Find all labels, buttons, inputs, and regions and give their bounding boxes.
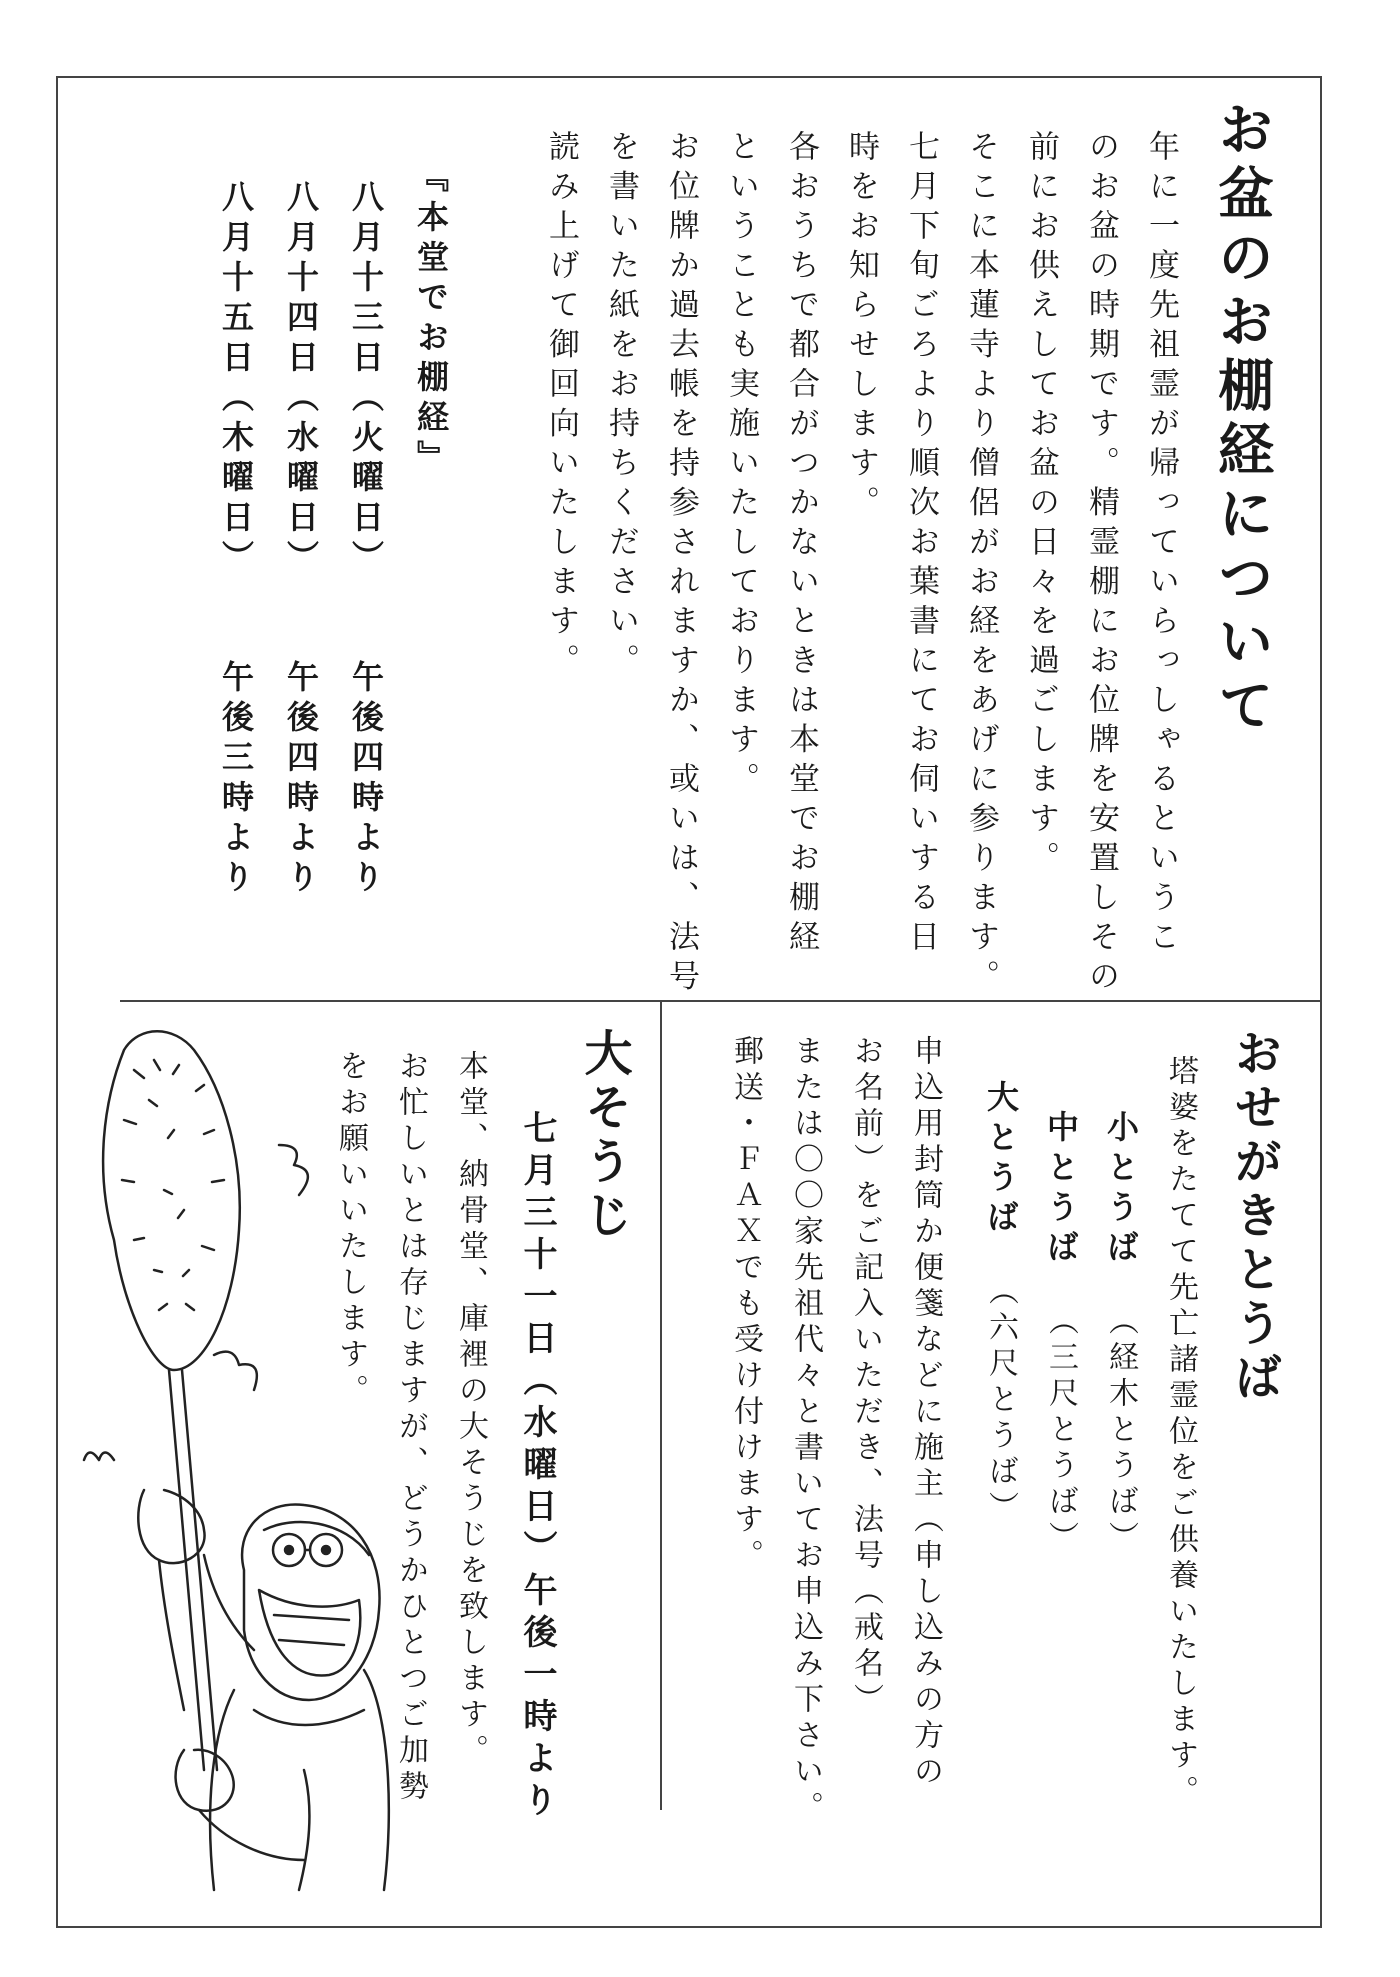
schedule-title: 『本堂でお棚経』 <box>412 160 450 480</box>
osegaki-paragraph-line: 郵送・ＦＡＸでも受け付けます。 <box>728 1035 763 1575</box>
osouji-paragraph-line: 本堂、納骨堂、庫裡の大そうじを致します。 <box>453 1050 488 1770</box>
obon-paragraph-line: 前にお供えしてお盆の日々を過ごします。 <box>1023 130 1059 881</box>
obon-paragraph-line: ということも実施いたしております。 <box>723 130 759 802</box>
osegaki-paragraph-line: お名前）をご記入いただき、法号（戒名） <box>848 1035 883 1719</box>
obon-paragraph-line: 時をお知らせします。 <box>843 130 879 525</box>
toba-size-note: （六尺とうば） <box>983 1275 1018 1527</box>
obon-paragraph-line: 七月下旬ごろより順次お葉書にてお伺いする日 <box>903 130 939 960</box>
schedule-date: 八月十四日（水曜日） <box>282 180 320 580</box>
schedule-time: 午後三時より <box>217 660 255 900</box>
obon-paragraph-line: のお盆の時期です。精霊棚にお位牌を安置しその <box>1083 130 1119 999</box>
section-divider-vertical <box>660 1000 662 1810</box>
obon-paragraph-line: 各おうちで都合がつかないときは本堂でお棚経 <box>783 130 819 960</box>
obon-title: お盆のお棚経について <box>1209 100 1275 740</box>
osegaki-paragraph-line: 申込用封筒か便箋などに施主（申し込みの方の <box>908 1035 943 1791</box>
osouji-title: 大そうじ <box>576 1028 632 1244</box>
schedule-time: 午後四時より <box>347 660 385 900</box>
toba-size-name: 小とうば <box>1102 1110 1140 1270</box>
toba-size-name: 中とうば <box>1042 1110 1080 1270</box>
obon-paragraph-line: そこに本蓮寺より僧侶がお経をあげに参ります。 <box>963 130 999 999</box>
schedule-time: 午後四時より <box>282 660 320 900</box>
osouji-paragraph-line: お忙しいとは存じますが、どうかひとつご加勢 <box>393 1050 428 1806</box>
toba-size-note: （三尺とうば） <box>1043 1305 1078 1557</box>
osegaki-paragraph-line: または〇〇家先祖代々と書いてお申込み下さい。 <box>788 1035 823 1827</box>
osouji-date: 七月三十一日（水曜日）午後一時より <box>517 1110 557 1824</box>
schedule-date: 八月十三日（火曜日） <box>347 180 385 580</box>
section-divider-horizontal <box>120 1000 1322 1002</box>
toba-size-note: （経木とうば） <box>1103 1305 1138 1557</box>
obon-paragraph-line: お位牌か過去帳を持参されますか、或いは、法号 <box>663 130 699 999</box>
osegaki-intro: 塔婆をたてて先亡諸霊位をご供養いたします。 <box>1163 1055 1198 1811</box>
obon-paragraph-line: 年に一度先祖霊が帰っていらっしゃるというこ <box>1143 130 1179 960</box>
cleaning-person-illustration <box>64 1010 394 1910</box>
osegaki-title: おせがきとうば <box>1226 1028 1282 1406</box>
schedule-date: 八月十五日（木曜日） <box>217 180 255 580</box>
osouji-paragraph-line: をお願いいたします。 <box>333 1050 368 1410</box>
obon-paragraph-line: 読み上げて御回向いたします。 <box>543 130 579 683</box>
toba-size-name: 大とうば <box>982 1080 1020 1240</box>
obon-paragraph-line: を書いた紙をお持ちください。 <box>603 130 639 683</box>
